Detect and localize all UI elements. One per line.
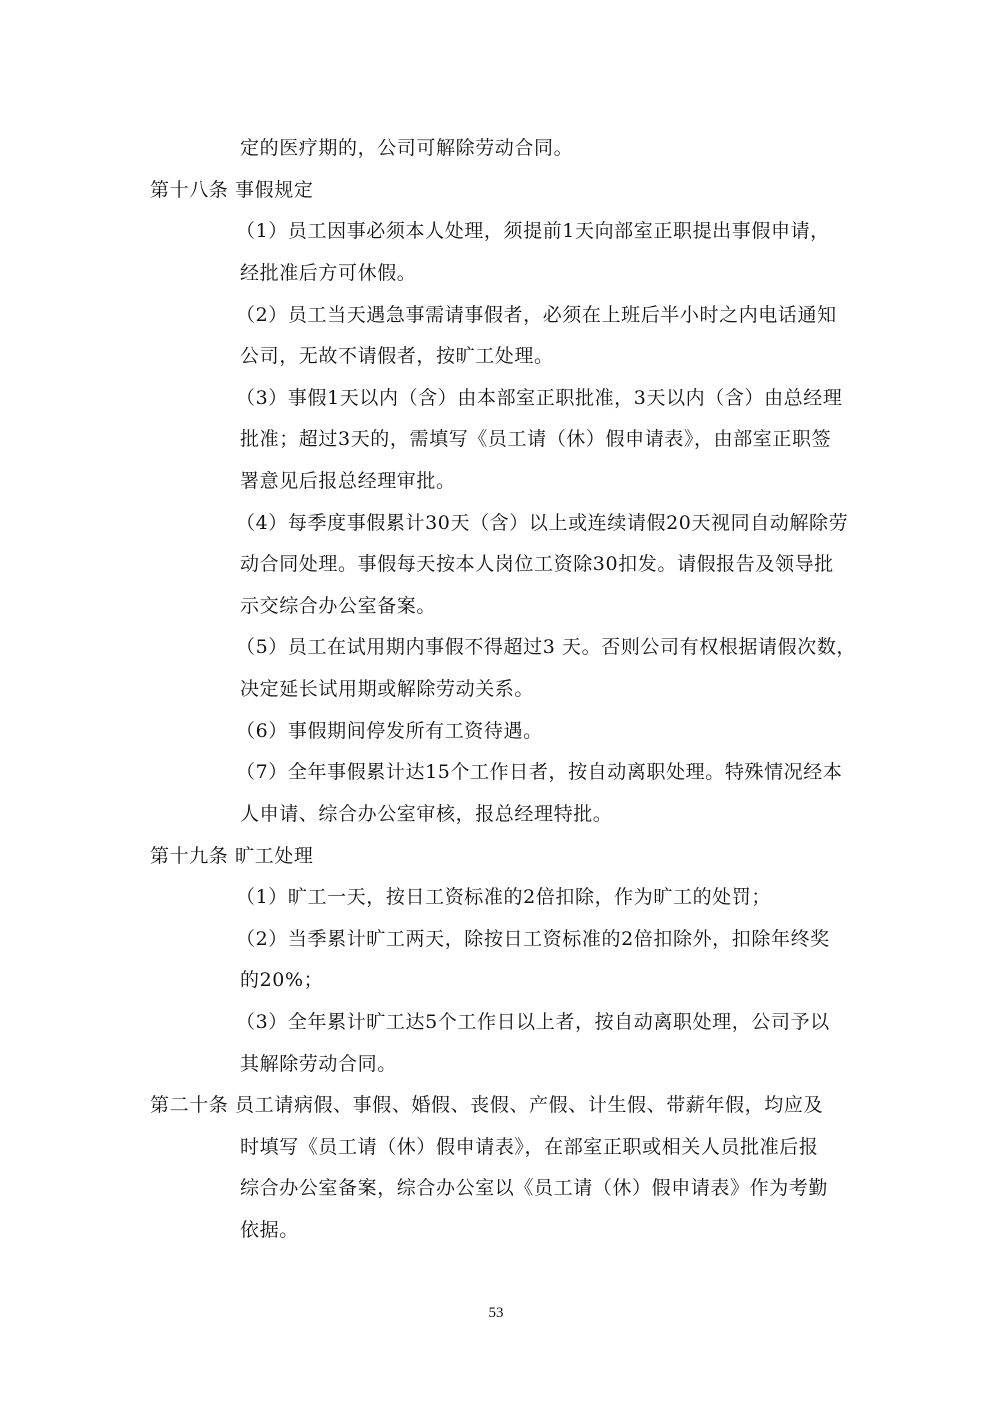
list-item-line: （1）员工因事必须本人处理，须提前1天向部室正职提出事假申请，	[236, 220, 830, 242]
text-line: 决定延长试用期或解除劳动关系。	[240, 678, 535, 700]
text-line: 定的医疗期的，公司可解除劳动合同。	[240, 137, 574, 159]
text-line: 示交综合办公室备案。	[240, 595, 437, 617]
text-line: 的20%；	[240, 969, 324, 991]
list-item-line: （7）全年事假累计达15个工作日者，按自动离职处理。特殊情况经本	[236, 761, 843, 783]
list-item-line: （4）每季度事假累计30天（含）以上或连续请假20天视同自动解除劳	[236, 512, 849, 534]
list-item-line: （3）事假1天以内（含）由本部室正职批准，3天以内（含）由总经理	[236, 387, 843, 409]
text-line: 时填写《员工请（休）假申请表》，在部室正职或相关人员批准后报	[240, 1136, 819, 1158]
text-line: 综合办公室备案，综合办公室以《员工请（休）假申请表》作为考勤	[240, 1177, 829, 1199]
list-item-line: （2）员工当天遇急事需请事假者，必须在上班后半小时之内电话通知	[236, 304, 837, 326]
text-line: 人申请、综合办公室审核，报总经理特批。	[240, 803, 613, 825]
list-item-line: （6）事假期间停发所有工资待遇。	[236, 720, 543, 742]
article-18-heading: 第十八条 事假规定	[150, 179, 314, 201]
list-item-line: （3）全年累计旷工达5个工作日以上者，按自动离职处理，公司予以	[236, 1011, 830, 1033]
list-item-line: （1）旷工一天，按日工资标准的2倍扣除，作为旷工的处罚；	[236, 886, 771, 908]
list-item-line: （2）当季累计旷工两天，除按日工资标准的2倍扣除外，扣除年终奖	[236, 928, 830, 950]
text-line: 依据。	[240, 1219, 299, 1241]
text-line: 经批准后方可休假。	[240, 262, 417, 284]
text-line: 动合同处理。事假每天按本人岗位工资除30扣发。请假报告及领导批	[240, 553, 834, 575]
text-line: 署意见后报总经理审批。	[240, 470, 456, 492]
text-line: 批准；超过3天的，需填写《员工请（休）假申请表》，由部室正职签	[240, 428, 832, 450]
text-line: 公司，无故不请假者，按旷工处理。	[240, 345, 554, 367]
article-20-heading: 第二十条 员工请病假、事假、婚假、丧假、产假、计生假、带薪年假，均应及	[150, 1094, 824, 1116]
article-19-heading: 第十九条 旷工处理	[150, 845, 314, 867]
page-number: 53	[488, 1305, 504, 1321]
list-item-line: （5）员工在试用期内事假不得超过3 天。否则公司有权根据请假次数，	[236, 636, 857, 658]
text-line: 其解除劳动合同。	[240, 1053, 397, 1075]
